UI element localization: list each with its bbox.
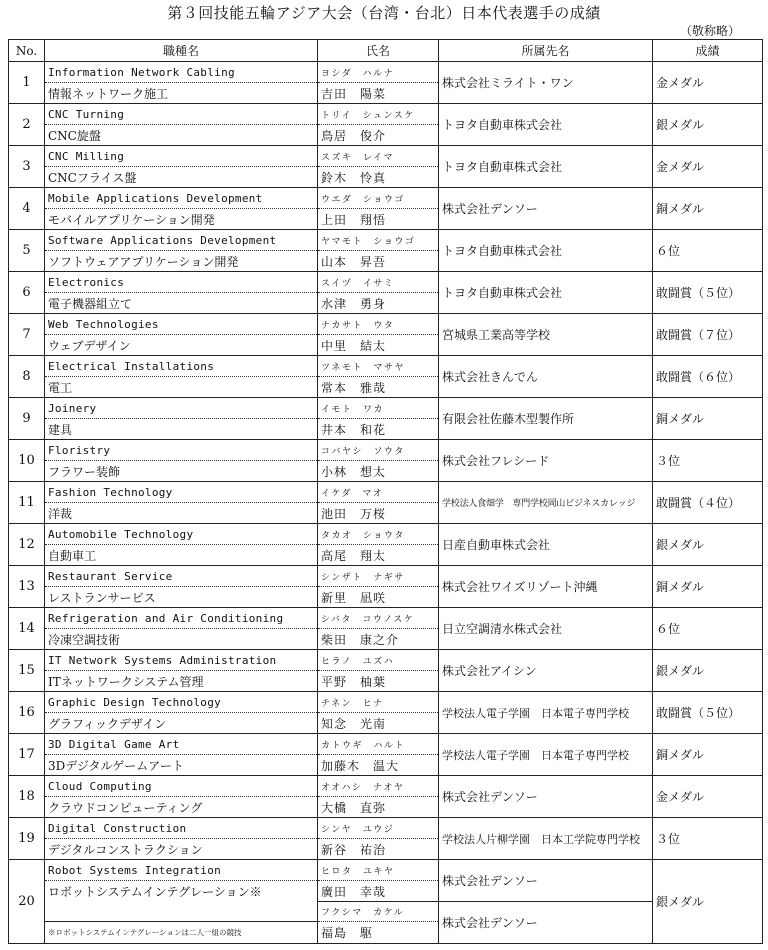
- competitor-name: 中里 結太: [318, 335, 439, 356]
- table-row: [9, 482, 763, 503]
- table-row: [9, 62, 763, 83]
- result: ３位: [653, 818, 763, 860]
- name-kana: オオハシ ナオヤ: [318, 776, 439, 797]
- affiliation: 株式会社ワイズリゾート沖縄: [439, 566, 653, 608]
- row-number: 1: [9, 62, 45, 104]
- row-number: 7: [9, 314, 45, 356]
- competitor-name: 大橋 直弥: [318, 797, 439, 818]
- table-row: [9, 776, 763, 797]
- table-body: [9, 62, 763, 860]
- job-name-jp: モバイルアプリケーション開発: [45, 209, 318, 230]
- affiliation: 学校法人電子学園 日本電子専門学校: [439, 734, 653, 776]
- honorific-note: （敬称略）: [679, 24, 740, 38]
- competitor-name: 高尾 翔太: [318, 545, 439, 566]
- result: 銅メダル: [653, 398, 763, 440]
- name-kana: フクシマ カケル: [318, 902, 439, 922]
- competitor-name: 鈴木 怜真: [318, 167, 439, 188]
- name-kana: スズキ レイマ: [318, 146, 439, 167]
- competitor-name: 廣田 幸哉: [318, 881, 439, 902]
- result: 敢闘賞（４位）: [653, 482, 763, 524]
- job-name-jp: クラウドコンピューティング: [45, 797, 318, 818]
- job-name-jp: ITネットワークシステム管理: [45, 671, 318, 692]
- row-number: 10: [9, 440, 45, 482]
- row-number: 20: [9, 860, 45, 944]
- job-name-en: Web Technologies: [45, 314, 318, 335]
- table-row: [9, 818, 763, 839]
- job-name-en: Robot Systems Integration: [45, 860, 318, 881]
- table-row: [9, 230, 763, 251]
- name-kana: スイヅ イサミ: [318, 272, 439, 293]
- table-row: [9, 146, 763, 167]
- job-name-jp: 自動車工: [45, 545, 318, 566]
- name-kana: ウエダ ショウゴ: [318, 188, 439, 209]
- name-kana: タカオ ショウタ: [318, 524, 439, 545]
- job-name-jp: 3Dデジタルゲームアート: [45, 755, 318, 776]
- name-kana: シンヤ ユウジ: [318, 818, 439, 839]
- job-name-jp: 建具: [45, 419, 318, 440]
- competitor-name: 小林 想太: [318, 461, 439, 482]
- name-kana: ツネモト マサヤ: [318, 356, 439, 377]
- row-number: 16: [9, 692, 45, 734]
- row-number: 19: [9, 818, 45, 860]
- table-row: [9, 734, 763, 755]
- result: 銀メダル: [653, 104, 763, 146]
- job-name-en: Graphic Design Technology: [45, 692, 318, 713]
- table-row: [9, 860, 763, 881]
- row-number: 14: [9, 608, 45, 650]
- affiliation: トヨタ自動車株式会社: [439, 146, 653, 188]
- header-row: [9, 40, 763, 62]
- job-name-en: Cloud Computing: [45, 776, 318, 797]
- job-name-jp: 電子機器組立て: [45, 293, 318, 314]
- table-row: [9, 692, 763, 713]
- name-kana: ヒロタ ユキヤ: [318, 860, 439, 881]
- page-title: 第３回技能五輪アジア大会（台湾・台北）日本代表選手の成績: [167, 4, 601, 22]
- table-body-row20: [9, 860, 763, 944]
- job-name-en: Digital Construction: [45, 818, 318, 839]
- table-row: [9, 356, 763, 377]
- affiliation: トヨタ自動車株式会社: [439, 104, 653, 146]
- name-kana: コバヤシ ソウタ: [318, 440, 439, 461]
- table-row: [9, 440, 763, 461]
- job-name-jp: CNC旋盤: [45, 125, 318, 146]
- result: 金メダル: [653, 62, 763, 104]
- job-name-jp: フラワー装飾: [45, 461, 318, 482]
- affiliation: 株式会社アイシン: [439, 650, 653, 692]
- competitor-name: 水津 勇身: [318, 293, 439, 314]
- affiliation: 学校法人電子学園 日本電子専門学校: [439, 692, 653, 734]
- affiliation: 株式会社フレシード: [439, 440, 653, 482]
- affiliation: 株式会社デンソー: [439, 860, 653, 902]
- competitor-name: 加藤木 温大: [318, 755, 439, 776]
- header-affiliation: 所属先名: [439, 40, 653, 62]
- job-name-jp: ソフトウェアアプリケーション開発: [45, 251, 318, 272]
- affiliation: 学校法人片柳学園 日本工学院専門学校: [439, 818, 653, 860]
- result: 銀メダル: [653, 860, 763, 944]
- result: 敢闘賞（５位）: [653, 272, 763, 314]
- row-number: 4: [9, 188, 45, 230]
- job-name-en: Floristry: [45, 440, 318, 461]
- name-kana: ヤマモト ショウゴ: [318, 230, 439, 251]
- competitor-name: 新里 凪咲: [318, 587, 439, 608]
- result: ６位: [653, 608, 763, 650]
- job-name-en: Fashion Technology: [45, 482, 318, 503]
- name-kana: イケダ マオ: [318, 482, 439, 503]
- header-job: 職種名: [45, 40, 318, 62]
- affiliation: 株式会社きんでん: [439, 356, 653, 398]
- header-result: 成績: [653, 40, 763, 62]
- table-row: [9, 104, 763, 125]
- name-kana: ヨシダ ハルナ: [318, 62, 439, 83]
- job-name-jp: 冷凍空調技術: [45, 629, 318, 650]
- result: ３位: [653, 440, 763, 482]
- job-name-en: CNC Milling: [45, 146, 318, 167]
- competitor-name: 知念 光南: [318, 713, 439, 734]
- result: 銀メダル: [653, 524, 763, 566]
- affiliation: 日立空調清水株式会社: [439, 608, 653, 650]
- result: 銅メダル: [653, 734, 763, 776]
- row-number: 15: [9, 650, 45, 692]
- table-row: [9, 608, 763, 629]
- job-name-en: Mobile Applications Development: [45, 188, 318, 209]
- job-name-jp: 洋裁: [45, 503, 318, 524]
- name-kana: トリイ シュンスケ: [318, 104, 439, 125]
- job-name-en: Refrigeration and Air Conditioning: [45, 608, 318, 629]
- header-no: No.: [9, 40, 45, 62]
- result: 敢闘賞（６位）: [653, 356, 763, 398]
- affiliation: 有限会社佐藤木型製作所: [439, 398, 653, 440]
- result: 銅メダル: [653, 188, 763, 230]
- affiliation: 日産自動車株式会社: [439, 524, 653, 566]
- competitor-name: 山本 昇吾: [318, 251, 439, 272]
- competitor-name: 常本 雅哉: [318, 377, 439, 398]
- results-table: [8, 39, 763, 944]
- job-name-en: Electronics: [45, 272, 318, 293]
- job-name-en: Software Applications Development: [45, 230, 318, 251]
- name-kana: カトウギ ハルト: [318, 734, 439, 755]
- affiliation: 学校法人食畑学 専門学校岡山ビジネスカレッジ: [439, 482, 653, 524]
- row-number: 17: [9, 734, 45, 776]
- job-name-jp: ウェブデザイン: [45, 335, 318, 356]
- job-name-en: Electrical Installations: [45, 356, 318, 377]
- row-number: 18: [9, 776, 45, 818]
- name-kana: シバタ コウノスケ: [318, 608, 439, 629]
- job-name-jp: デジタルコンストラクション: [45, 839, 318, 860]
- competitor-name: 柴田 康之介: [318, 629, 439, 650]
- affiliation: 株式会社デンソー: [439, 188, 653, 230]
- table-row: [9, 566, 763, 587]
- competitor-name: 井本 和花: [318, 419, 439, 440]
- result: 銀メダル: [653, 650, 763, 692]
- row-number: 2: [9, 104, 45, 146]
- job-name-en: CNC Turning: [45, 104, 318, 125]
- job-name-en: Information Network Cabling: [45, 62, 318, 83]
- job-name-jp: CNCフライス盤: [45, 167, 318, 188]
- job-name-en: Restaurant Service: [45, 566, 318, 587]
- row-number: 9: [9, 398, 45, 440]
- competitor-name: 平野 柚葉: [318, 671, 439, 692]
- affiliation: 株式会社デンソー: [439, 902, 653, 944]
- table-row: [9, 314, 763, 335]
- affiliation: 宮城県工業高等学校: [439, 314, 653, 356]
- affiliation: 株式会社ミライト・ワン: [439, 62, 653, 104]
- competitor-name: 鳥居 俊介: [318, 125, 439, 146]
- row-number: 6: [9, 272, 45, 314]
- name-kana: シンザト ナギサ: [318, 566, 439, 587]
- affiliation: トヨタ自動車株式会社: [439, 230, 653, 272]
- competitor-name: 吉田 陽菜: [318, 83, 439, 104]
- table-row: [9, 398, 763, 419]
- job-name-en: IT Network Systems Administration: [45, 650, 318, 671]
- result: 金メダル: [653, 776, 763, 818]
- header-name: 氏名: [318, 40, 439, 62]
- result: 銅メダル: [653, 566, 763, 608]
- result: 金メダル: [653, 146, 763, 188]
- name-kana: チネン ヒナ: [318, 692, 439, 713]
- job-name-jp: レストランサービス: [45, 587, 318, 608]
- job-name-jp: ロボットシステムインテグレーション※: [45, 881, 318, 922]
- competitor-name: 福島 駆: [318, 922, 439, 944]
- job-name-en: Automobile Technology: [45, 524, 318, 545]
- job-name-jp: 情報ネットワーク施工: [45, 83, 318, 104]
- table-row: [9, 524, 763, 545]
- competitor-name: 上田 翔悟: [318, 209, 439, 230]
- result: 敢闘賞（７位）: [653, 314, 763, 356]
- job-name-en: Joinery: [45, 398, 318, 419]
- result: 敢闘賞（５位）: [653, 692, 763, 734]
- table-row: [9, 650, 763, 671]
- affiliation: 株式会社デンソー: [439, 776, 653, 818]
- name-kana: ナカサト ウタ: [318, 314, 439, 335]
- name-kana: ヒラノ ユズハ: [318, 650, 439, 671]
- row-number: 11: [9, 482, 45, 524]
- row-number: 8: [9, 356, 45, 398]
- affiliation: トヨタ自動車株式会社: [439, 272, 653, 314]
- competitor-name: 新谷 祐治: [318, 839, 439, 860]
- competitor-name: 池田 万桜: [318, 503, 439, 524]
- job-name-jp: グラフィックデザイン: [45, 713, 318, 734]
- name-kana: イモト ワカ: [318, 398, 439, 419]
- table-row: [9, 188, 763, 209]
- result: ６位: [653, 230, 763, 272]
- row-number: 12: [9, 524, 45, 566]
- job-name-en: 3D Digital Game Art: [45, 734, 318, 755]
- row-number: 3: [9, 146, 45, 188]
- job-name-jp: 電工: [45, 377, 318, 398]
- table-row: [9, 272, 763, 293]
- footnote: ※ロボットシステムインテグレーションは二人一組の競技: [45, 922, 318, 944]
- row-number: 13: [9, 566, 45, 608]
- row-number: 5: [9, 230, 45, 272]
